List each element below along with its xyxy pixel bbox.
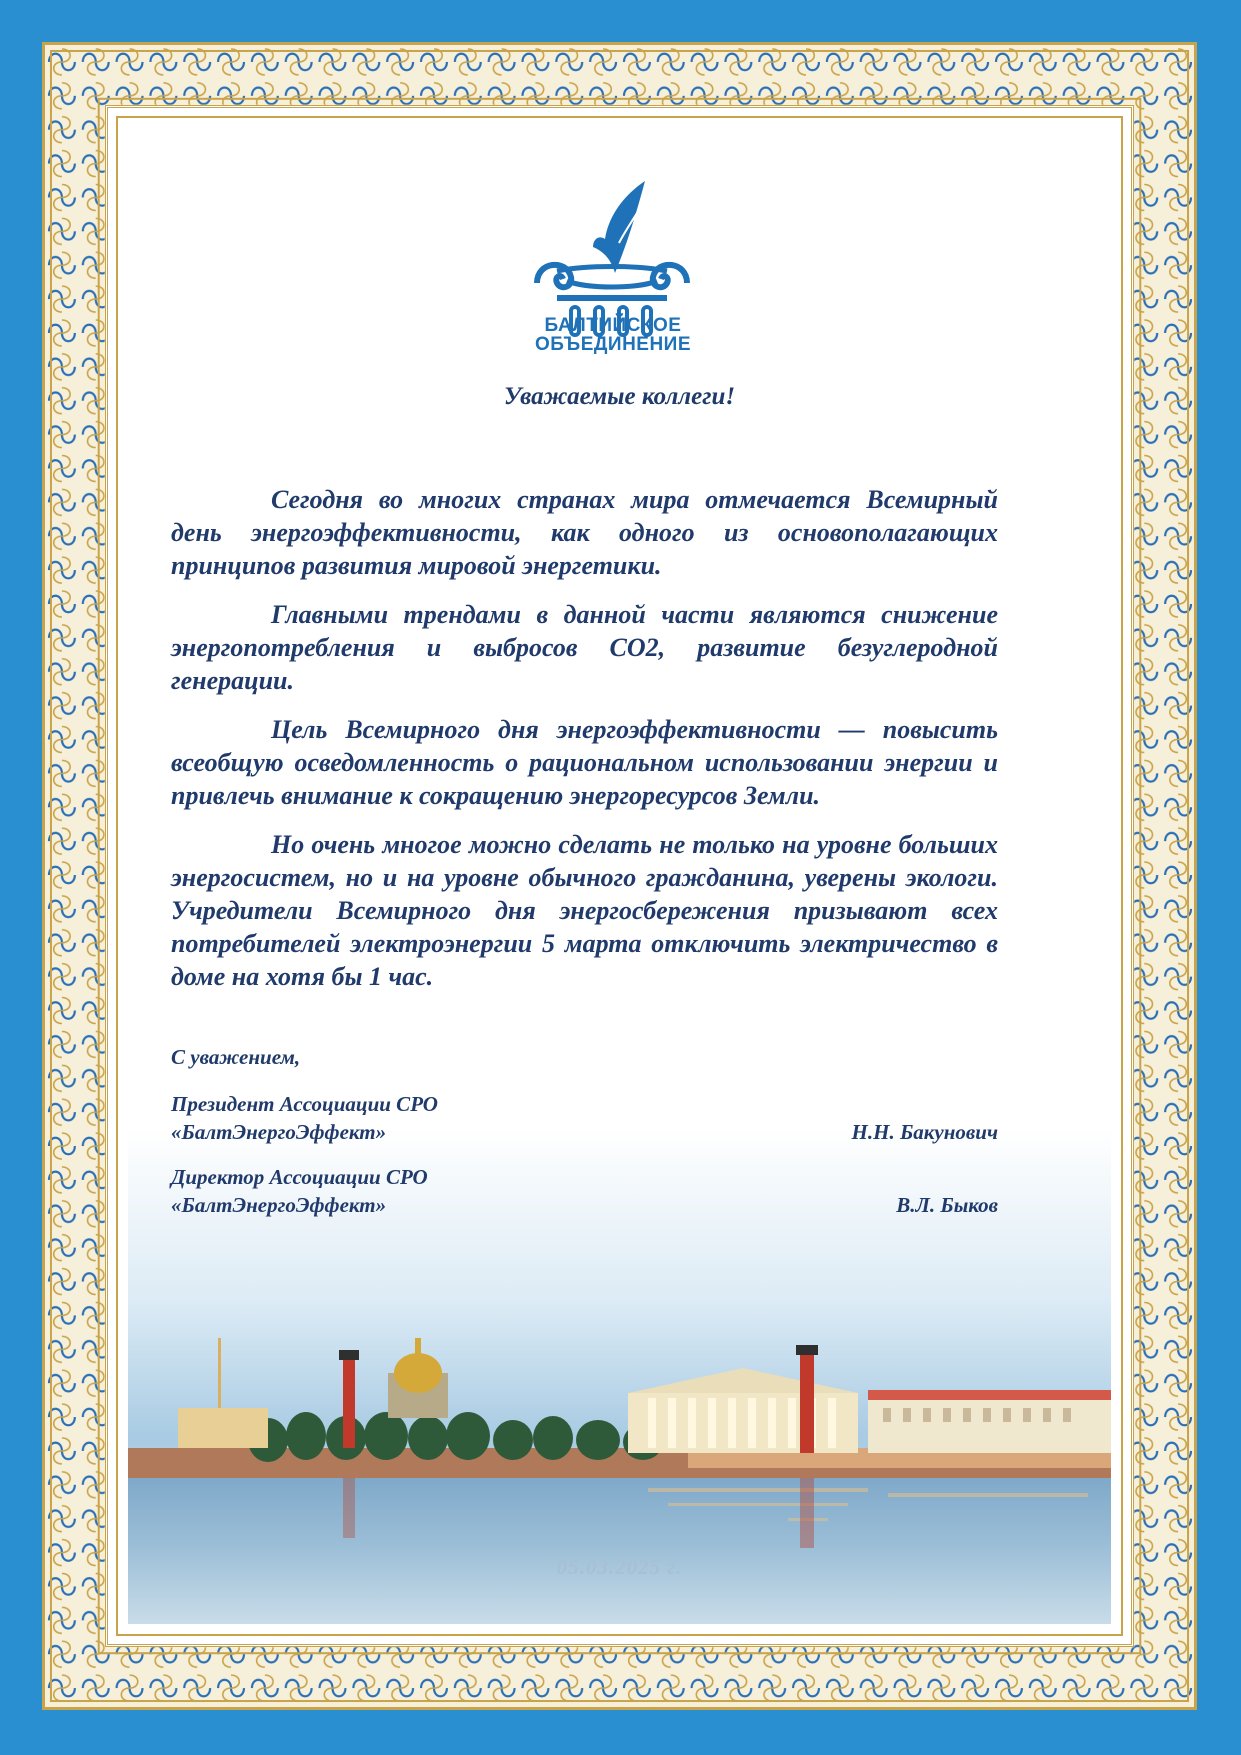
paragraph-2: Главными трендами в данной части являются снижение энергопотребления и выбросов СО2, развитие безуглеродной генерации. xyxy=(171,600,998,695)
paragraph-3: Цель Всемирного дня энергоэффективности — повысить всеобщую осведомленность о рациональном использовании энергии и привлечь внимание к сокращению энергоресурсов Земли. xyxy=(171,715,998,810)
ornamental-border xyxy=(42,42,1197,1710)
letter-date: 05.03.2025 г. xyxy=(556,1555,683,1579)
signature-president xyxy=(171,1090,998,1146)
inner-frame xyxy=(105,105,1134,1647)
logo-line-1: БАЛТИЙСКОЕ xyxy=(544,315,682,336)
signatory-name: В.Л. Быков xyxy=(896,1193,998,1217)
signatory-title: Директор Ассоциации СРО xyxy=(171,1165,428,1189)
logo-wordmark xyxy=(488,316,738,354)
paragraph-1: Сегодня во многих странах мира отмечается Всемирный день энергоэффективности, как одного из основополагающих принципов развития мировой энергетики. xyxy=(171,485,998,580)
signatory-organization: «БалтЭнергоЭффект» xyxy=(171,1120,387,1144)
closing: С уважением, xyxy=(171,1045,301,1069)
logo-line-2: ОБЪЕДИНЕНИЕ xyxy=(534,334,692,355)
signatory-title: Президент Ассоциации СРО xyxy=(171,1092,438,1116)
paragraph-4: Но очень многое можно сделать не только на уровне больших энергосистем, но и на уровне обычного гражданина, уверены экологи. Учредители Всемирного дня энергосбережения призывают всех потребителей электроэнергии 5 марта отключить электричество в доме на хотя бы 1 час. xyxy=(171,830,998,991)
greeting: Уважаемые коллеги! xyxy=(503,383,736,410)
signatory-name: Н.Н. Бакунович xyxy=(851,1120,998,1144)
signature-director xyxy=(171,1163,998,1219)
letter-body xyxy=(171,483,998,1009)
letter-page xyxy=(128,128,1111,1624)
signatory-organization: «БалтЭнергоЭффект» xyxy=(171,1193,387,1217)
